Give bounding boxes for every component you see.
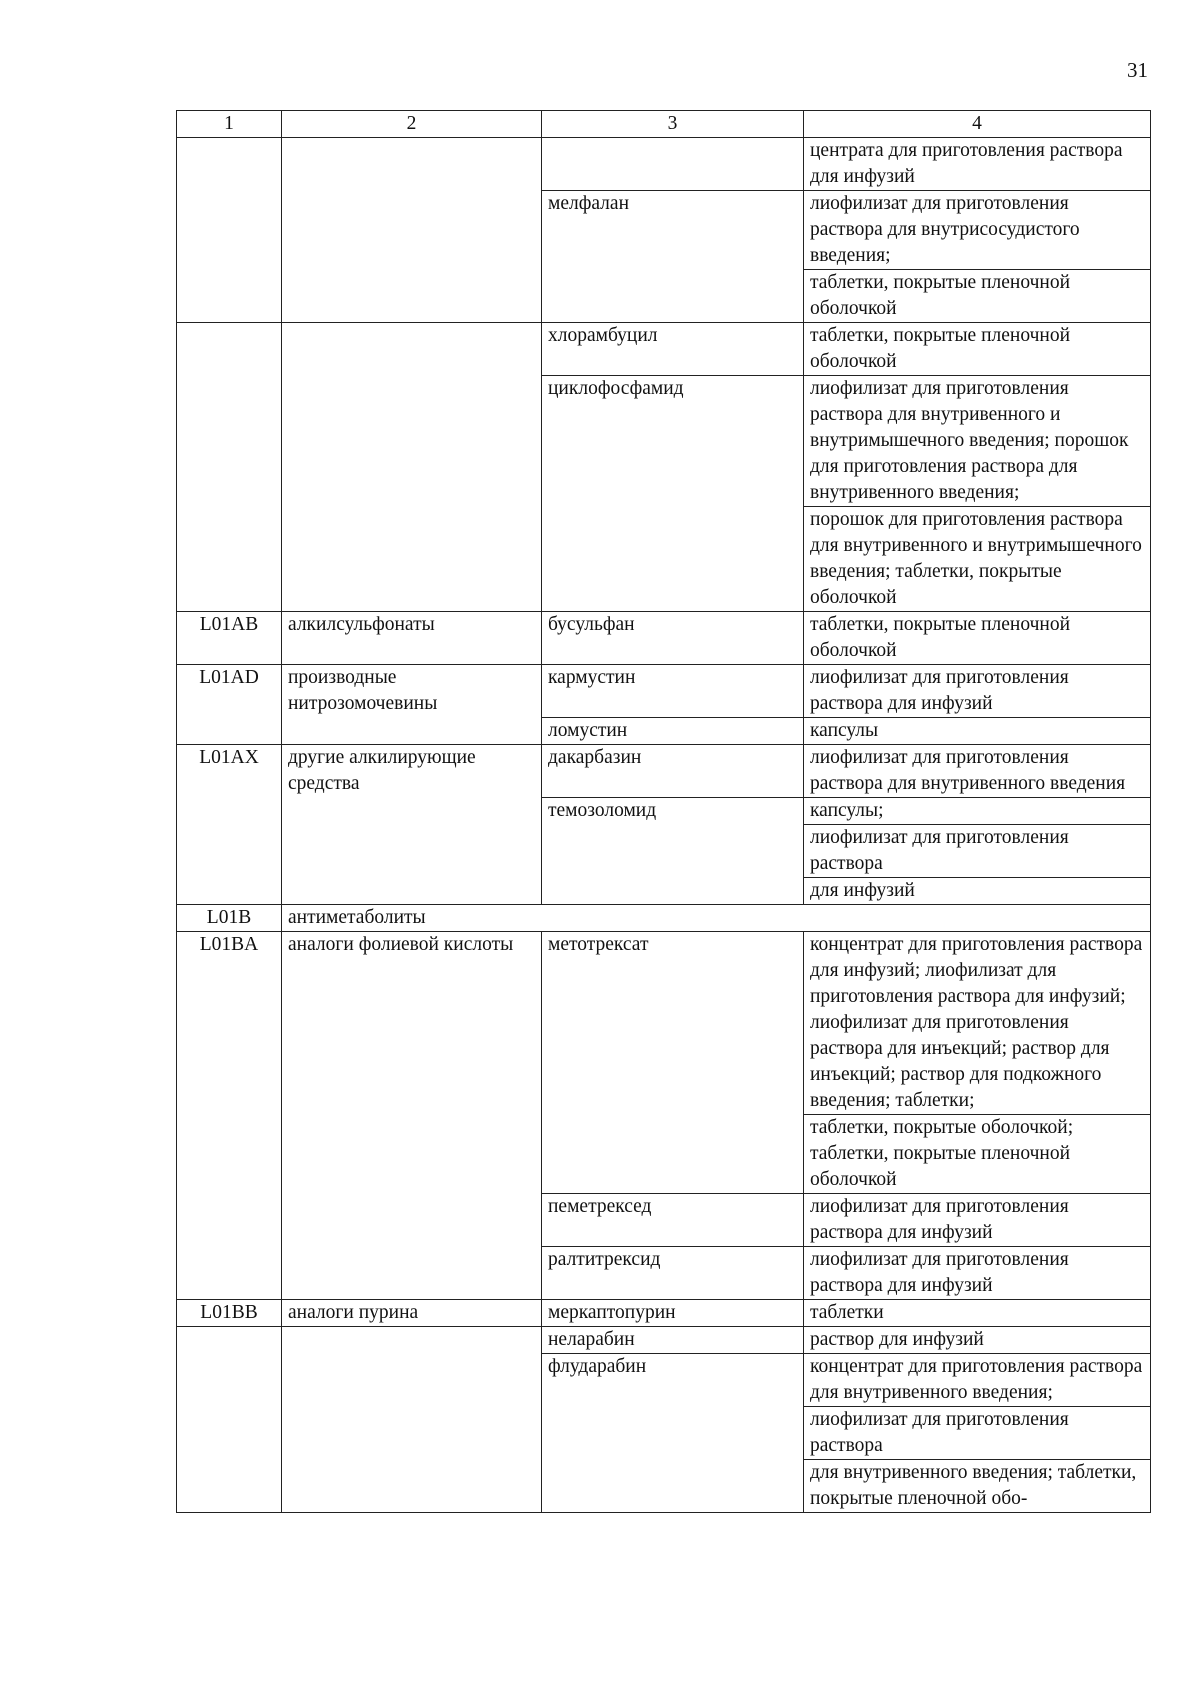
forms-cell	[804, 745, 1151, 798]
table-row	[177, 905, 1151, 932]
group-cell	[282, 323, 542, 612]
table-body	[177, 138, 1151, 1513]
substance-cell: пеметрексед	[542, 1194, 804, 1247]
group-cell: алкилсульфонаты	[282, 612, 542, 665]
forms-cell	[804, 1354, 1151, 1513]
group-cell: аналоги фолиевой кислоты	[282, 932, 542, 1300]
atc-code-cell: L01BA	[177, 932, 282, 1300]
header-row	[177, 111, 1151, 138]
dosage-form: таблетки, покрытые пленочной оболочкой	[804, 269, 1150, 322]
table-row	[177, 665, 1151, 718]
forms-cell	[804, 1327, 1151, 1354]
dosage-form: лиофилизат для приготовления раствора	[804, 824, 1150, 877]
atc-code-cell: L01AD	[177, 665, 282, 745]
substance-cell: кармустин	[542, 665, 804, 718]
dosage-form: капсулы;	[810, 800, 884, 821]
dosage-form: концентрат для приготовления раствора для внутривенного введения;	[810, 1356, 1143, 1403]
group-cell: аналоги пурина	[282, 1300, 542, 1327]
medicines-table	[176, 110, 1151, 1513]
column-header-2: 2	[282, 111, 542, 138]
group-cell: антиметаболиты	[282, 905, 1151, 932]
group-cell: другие алкилирующие средства	[282, 745, 542, 905]
substance-cell: ломустин	[542, 718, 804, 745]
dosage-form: лиофилизат для приготовления раствора для внутрисосудистого введения;	[810, 193, 1080, 266]
dosage-form: порошок для приготовления раствора для внутривенного и внутримышечного введения; таблетки, покрытые оболочкой	[804, 506, 1150, 611]
forms-cell	[804, 718, 1151, 745]
dosage-form: таблетки	[810, 1302, 884, 1323]
substance-cell: неларабин	[542, 1327, 804, 1354]
forms-cell	[804, 932, 1151, 1194]
table-row	[177, 612, 1151, 665]
column-header-1: 1	[177, 111, 282, 138]
atc-code-cell	[177, 323, 282, 612]
dosage-form: лиофилизат для приготовления раствора для внутривенного введения	[810, 747, 1126, 794]
dosage-form: таблетки, покрытые пленочной оболочкой	[810, 614, 1071, 661]
dosage-form: для внутривенного введения; таблетки, покрытые пленочной обо-	[804, 1459, 1150, 1512]
column-header-3: 3	[542, 111, 804, 138]
substance-cell: хлорамбуцил	[542, 323, 804, 376]
dosage-form: раствор для инфузий	[810, 1329, 984, 1350]
dosage-form: лиофилизат для приготовления раствора для инфузий	[810, 667, 1069, 714]
dosage-form: центрата для приготовления раствора для инфузий	[810, 140, 1123, 187]
table-row	[177, 932, 1151, 1194]
substance-cell: циклофосфамид	[542, 376, 804, 612]
atc-code-cell: L01AX	[177, 745, 282, 905]
forms-cell	[804, 1247, 1151, 1300]
dosage-form: для инфузий	[804, 877, 1150, 904]
table-row	[177, 1327, 1151, 1354]
table-row	[177, 323, 1151, 376]
forms-cell	[804, 612, 1151, 665]
forms-cell	[804, 665, 1151, 718]
substance-cell: меркаптопурин	[542, 1300, 804, 1327]
forms-cell	[804, 323, 1151, 376]
substance-cell: дакарбазин	[542, 745, 804, 798]
forms-cell	[804, 1300, 1151, 1327]
table-row	[177, 1300, 1151, 1327]
forms-cell	[804, 1194, 1151, 1247]
substance-cell: мелфалан	[542, 191, 804, 323]
atc-code-cell: L01B	[177, 905, 282, 932]
substance-cell	[542, 138, 804, 191]
substance-cell: темозоломид	[542, 798, 804, 905]
table-row	[177, 745, 1151, 798]
dosage-form: таблетки, покрытые пленочной оболочкой	[810, 325, 1071, 372]
dosage-form: концентрат для приготовления раствора для инфузий; лиофилизат для приготовления раствора для инфузий; лиофилизат для приготовления раствора для инъекций; раствор для инъекций; раствор для подкожного введения; таблетки;	[810, 934, 1143, 1111]
forms-cell	[804, 798, 1151, 905]
column-header-4: 4	[804, 111, 1151, 138]
dosage-form: лиофилизат для приготовления раствора	[804, 1406, 1150, 1459]
table-row	[177, 138, 1151, 191]
atc-code-cell	[177, 138, 282, 323]
substance-cell: метотрексат	[542, 932, 804, 1194]
dosage-form: таблетки, покрытые оболочкой; таблетки, покрытые пленочной оболочкой	[804, 1114, 1150, 1193]
atc-code-cell: L01AB	[177, 612, 282, 665]
substance-cell: бусульфан	[542, 612, 804, 665]
group-cell	[282, 1327, 542, 1513]
forms-cell	[804, 191, 1151, 323]
dosage-form: капсулы	[810, 720, 879, 741]
substance-cell: ралтитрексид	[542, 1247, 804, 1300]
substance-cell: флударабин	[542, 1354, 804, 1513]
forms-cell	[804, 138, 1151, 191]
dosage-form: лиофилизат для приготовления раствора для инфузий	[810, 1196, 1069, 1243]
atc-code-cell	[177, 1327, 282, 1513]
group-cell: производные нитрозомочевины	[282, 665, 542, 745]
atc-code-cell: L01BB	[177, 1300, 282, 1327]
dosage-form: лиофилизат для приготовления раствора для инфузий	[810, 1249, 1069, 1296]
forms-cell	[804, 376, 1151, 612]
page-number: 31	[1127, 58, 1148, 82]
dosage-form: лиофилизат для приготовления раствора для внутривенного и внутримышечного введения; порошок для приготовления раствора для внутривенного введения;	[810, 378, 1129, 503]
group-cell	[282, 138, 542, 323]
